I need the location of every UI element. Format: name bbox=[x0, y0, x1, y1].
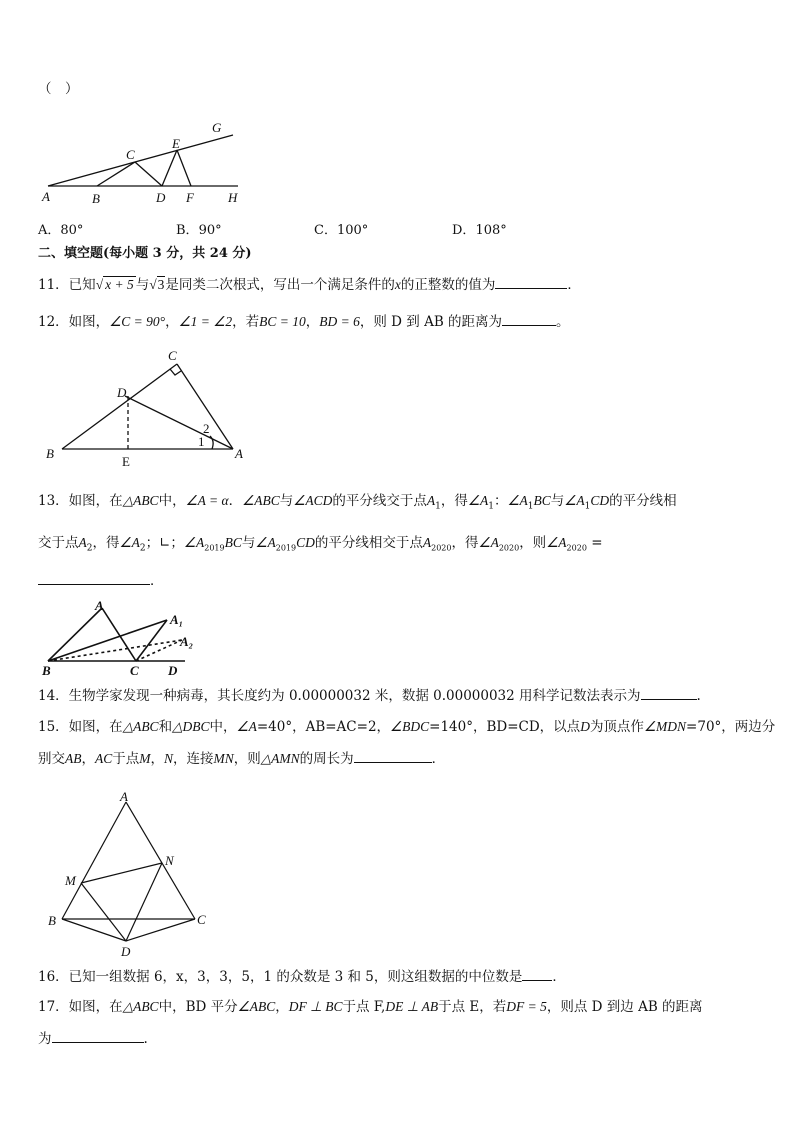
sqrt-x-plus-5: √ x + 5 bbox=[95, 277, 134, 292]
fig2-label-A: A bbox=[235, 446, 243, 461]
figure-bisector-triangles bbox=[40, 598, 200, 678]
fig3-label-A2: A₂ bbox=[180, 634, 194, 649]
fig1-label-G: G bbox=[212, 120, 222, 135]
fig2-label-1: 1 bbox=[198, 434, 205, 449]
fig4-label-A: A bbox=[120, 789, 128, 804]
fig3-label-C: C bbox=[130, 663, 139, 678]
answer-blank-15 bbox=[354, 750, 432, 763]
figure-angle-chain bbox=[40, 118, 260, 208]
question-13-line-2: 交于点$A_2$，得$\angle A_2$；∟；$\angle A_{2019}BC$与$\angle A_{2019}CD$的平分线相交于点$A_{2020}$，得$\angle A_{2020}$，则$\angle A_{2020}$ = bbox=[38, 535, 603, 554]
question-17-line-1: 17．如图，在△ABC中，BD 平分∠ABC，DF ⊥ BC于点 F,DE ⊥ AB于点 E，若DF = 5，则点 D 到边 AB 的距离 bbox=[38, 999, 703, 1015]
fig1-label-B: B bbox=[92, 191, 100, 206]
fig1-label-E: E bbox=[172, 136, 180, 151]
answer-paren: （ ） bbox=[38, 81, 79, 97]
fig4-label-M: M bbox=[65, 873, 76, 888]
section-title: 二、填空题(每小题 3 分，共 24 分) bbox=[38, 246, 252, 261]
fig3-label-D: D bbox=[168, 663, 178, 678]
fig4-label-D: D bbox=[121, 944, 131, 959]
answer-blank-13 bbox=[38, 572, 150, 585]
fig1-label-H: H bbox=[228, 190, 238, 205]
option-a: A．80° bbox=[38, 223, 84, 238]
question-12: 12．如图，∠C = 90°，∠1 = ∠2，若BC = 10，BD = 6，则 D 到 AB 的距离为 。 bbox=[38, 314, 570, 330]
figure-right-triangle bbox=[40, 344, 260, 470]
fig4-label-B: B bbox=[48, 913, 56, 928]
fig1-label-A: A bbox=[42, 189, 50, 204]
question-11: 11．已知√ x + 5 与√3是同类二次根式，写出一个满足条件的x的正整数的值为 ． bbox=[38, 277, 581, 293]
answer-blank-12 bbox=[502, 313, 556, 326]
fig1-label-C: C bbox=[126, 147, 135, 162]
fig3-label-A: A bbox=[95, 598, 104, 613]
question-16: 16．已知一组数据 6，x，3，3，5，1 的众数是 3 和 5，则这组数据的中位数是 ． bbox=[38, 969, 566, 985]
option-c: C．100° bbox=[314, 223, 369, 238]
answer-blank-14 bbox=[641, 687, 697, 700]
question-13-line-3: ． bbox=[38, 572, 164, 590]
question-15-line-2: 别交AB，AC于点M，N，连接MN，则△AMN的周长为 ． bbox=[38, 751, 446, 767]
fig2-label-D: D bbox=[117, 385, 127, 400]
fig4-label-C: C bbox=[197, 912, 206, 927]
option-d: D．108° bbox=[452, 223, 507, 238]
fig2-label-2: 2 bbox=[203, 421, 210, 436]
answer-blank-16 bbox=[522, 968, 552, 981]
answer-blank-11 bbox=[495, 276, 567, 289]
fig3-label-B: B bbox=[42, 663, 51, 678]
answer-blank-17 bbox=[52, 1030, 144, 1043]
question-15-line-1: 15．如图，在△ABC和△DBC中，∠A=40°，AB=AC=2，∠BDC=140°，BD=CD，以点D为顶点作∠MDN=70°，两边分 bbox=[38, 719, 776, 735]
fig1-label-D: D bbox=[156, 190, 166, 205]
question-14: 14．生物学家发现一种病毒，其长度约为 0.00000032 米，数据 0.00000032 用科学记数法表示为 . bbox=[38, 688, 701, 704]
question-17-line-2: 为 . bbox=[38, 1031, 148, 1047]
fig3-label-A1: A₁ bbox=[170, 612, 184, 627]
figure-triangle-mn bbox=[40, 788, 220, 960]
question-13-line-1: 13．如图，在△ABC中，∠A = α．∠ABC与∠ACD的平分线交于点$A_1$，得$\angle A_1$：$\angle A_1BC$与$\angle A_1CD$的平分线相 bbox=[38, 493, 677, 512]
fig4-label-N: N bbox=[165, 853, 174, 868]
fig2-label-E: E bbox=[122, 454, 130, 469]
fig2-label-B: B bbox=[46, 446, 54, 461]
fig2-label-C: C bbox=[168, 348, 177, 363]
option-b: B．90° bbox=[176, 223, 222, 238]
fig1-label-F: F bbox=[186, 190, 194, 205]
